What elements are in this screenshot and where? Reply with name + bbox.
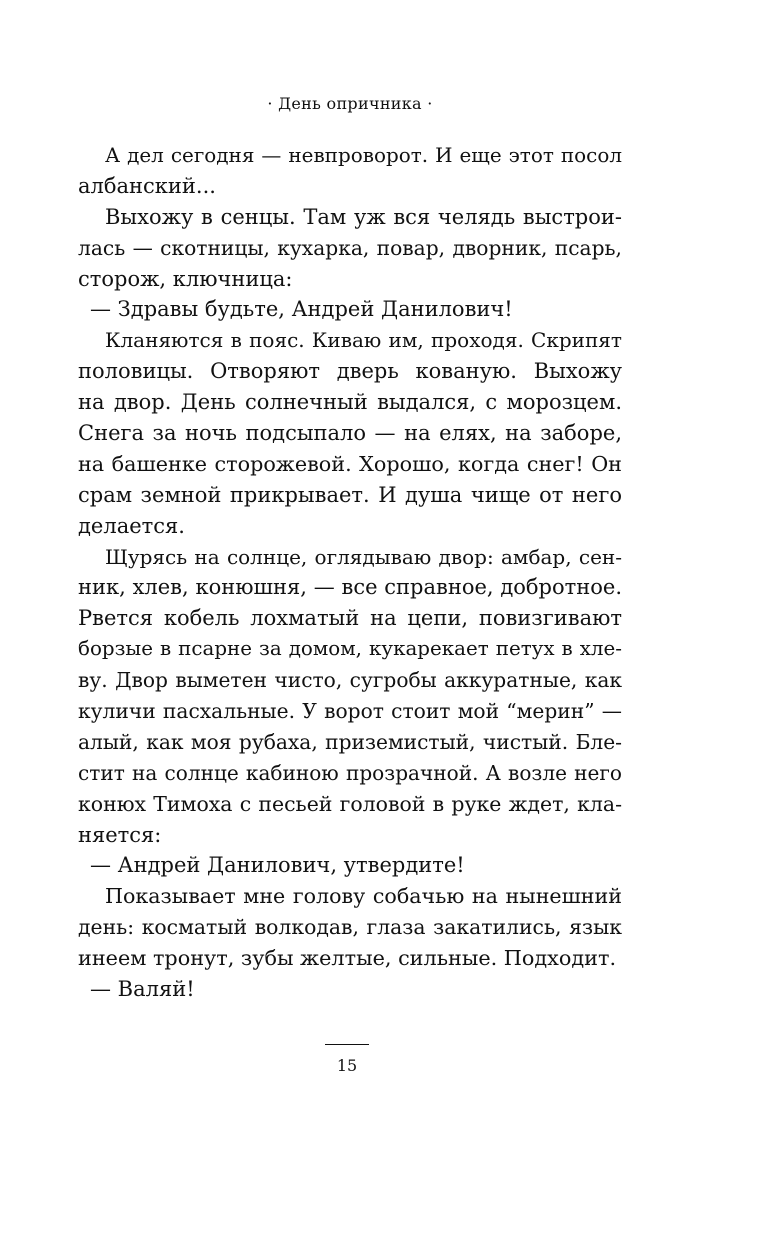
text-line: срам земной прикрывает. И душа чище от него xyxy=(78,482,622,507)
text-line: конюх Тимоха с песьей головой в руке ждет, кла- xyxy=(78,791,622,816)
text-line: А дел сегодня — невпроворот. И еще этот посол xyxy=(105,143,622,167)
text-line: лась — скотницы, кухарка, повар, дворник, псарь, xyxy=(78,235,622,260)
text-line: борзые в псарне за домом, кукарекает петух в хле- xyxy=(78,637,622,661)
text-line: на двор. День солнечный выдался, с морозцем. xyxy=(78,390,622,415)
text-line: няется: xyxy=(78,822,162,847)
text-line: куличи пасхальные. У ворот стоит мой “мерин” — xyxy=(78,699,622,724)
text-line: Снега за ночь подсыпало — на елях, на заборе, xyxy=(78,421,622,446)
text-line: инеем тронут, зубы желтые, сильные. Подходит. xyxy=(78,946,617,971)
text-line: делается. xyxy=(78,513,185,538)
footer-rule xyxy=(325,1044,369,1045)
text-line: Щурясь на солнце, оглядываю двор: амбар, сен- xyxy=(105,544,622,569)
text-line: ник, хлев, конюшня, — все справное, добротное. xyxy=(78,575,622,600)
text-line: албанский... xyxy=(78,173,216,198)
text-line: половицы. Отворяют дверь кованую. Выхожу xyxy=(78,359,622,384)
page-number: 15 xyxy=(336,1056,358,1075)
text-line: Выхожу в сенцы. Там уж вся челядь выстрои- xyxy=(105,204,622,229)
text-line: алый, как моя рубаха, приземистый, чистый. Бле- xyxy=(78,729,622,754)
text-line: день: косматый волкодав, глаза закатились, язык xyxy=(78,915,622,940)
dialogue-line: — Андрей Данилович, утвердите! xyxy=(90,853,465,878)
text-line: стит на солнце кабиною прозрачной. А возле него xyxy=(78,760,622,785)
text-line: на башенке сторожевой. Хорошо, когда снег! Он xyxy=(78,451,622,476)
running-head: · День опричника · xyxy=(267,94,433,113)
text-line: ву. Двор выметен чисто, сугробы аккуратные, как xyxy=(78,668,622,693)
dialogue-line: — Здравы будьте, Андрей Данилович! xyxy=(90,297,513,322)
text-line: Кланяются в пояс. Киваю им, проходя. Скрипят xyxy=(105,328,622,353)
body-text xyxy=(78,140,622,1005)
text-line: Рвется кобель лохматый на цепи, повизгивают xyxy=(78,606,622,631)
text-line: Показывает мне голову собачью на нынешний xyxy=(105,884,622,909)
dialogue-line: — Валяй! xyxy=(90,977,195,1002)
text-line: сторож, ключница: xyxy=(78,266,293,291)
